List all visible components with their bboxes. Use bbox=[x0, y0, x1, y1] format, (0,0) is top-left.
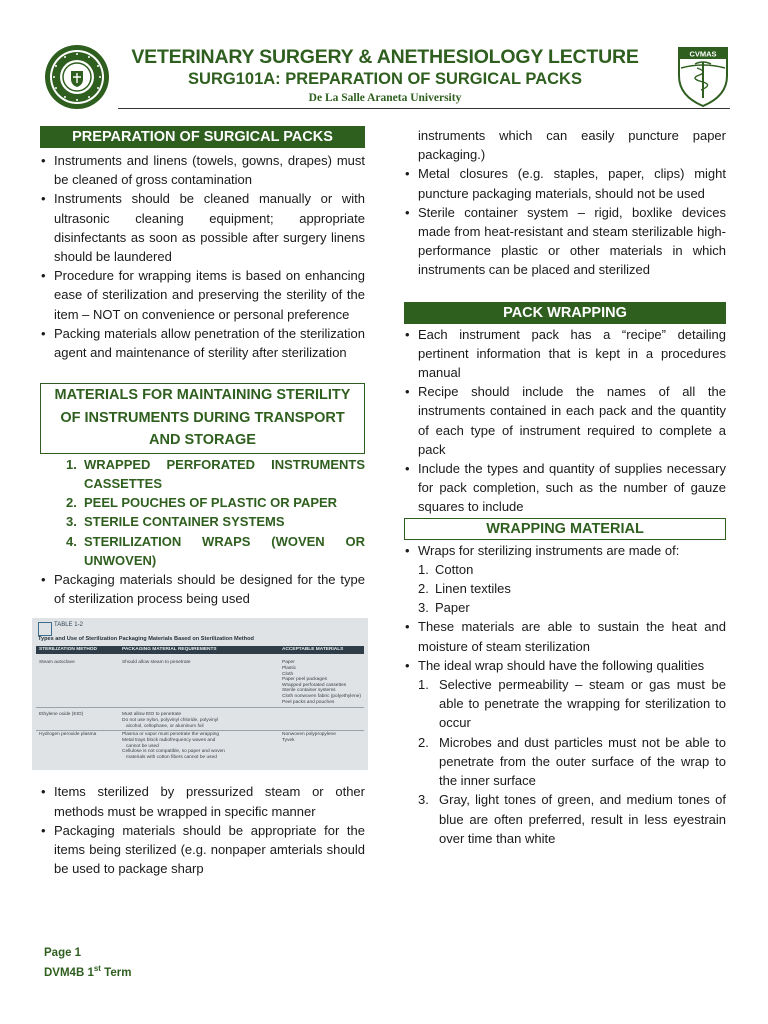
list-item bbox=[404, 579, 726, 598]
section-title-wrapping-material: WRAPPING MATERIAL bbox=[404, 518, 726, 540]
table-cell: Paper Plastic Cloth Paper peel packages Wrapped perforated cassettes Sterile container systems Cloth nonwoven fabric (polyethylene) Peel packs and pouches bbox=[282, 660, 361, 705]
cvmas-shield-icon bbox=[677, 46, 729, 108]
term-suffix: Term bbox=[100, 966, 132, 979]
item-number: 3. bbox=[418, 792, 429, 808]
list-item: • Instruments and linens (towels, gowns, drapes) must be cleaned of gross contamination bbox=[40, 151, 365, 189]
preparation-bullet-list bbox=[40, 151, 365, 362]
wrap-materials-list bbox=[404, 560, 726, 618]
wrap-material-bullet bbox=[404, 541, 726, 560]
table-cell: Should allow steam to penetrate bbox=[122, 660, 191, 666]
item-text: WRAPPED PERFORATED INSTRUMENTS CASSETTES bbox=[84, 456, 365, 491]
list-item bbox=[40, 532, 365, 570]
item-text: STERILE CONTAINER SYSTEMS bbox=[84, 514, 285, 530]
lecture-title: VETERINARY SURGERY & ANETHESIOLOGY LECTURE bbox=[131, 46, 639, 68]
list-item: • Wraps for sterilizing instruments are made of: bbox=[404, 541, 726, 560]
sterilization-packaging-table bbox=[32, 618, 368, 770]
list-item bbox=[404, 560, 726, 579]
page-footer bbox=[44, 946, 131, 981]
wrap-qualities-list bbox=[404, 675, 726, 848]
lecture-subtitle: SURG101A: PREPARATION OF SURGICAL PACKS bbox=[188, 70, 582, 88]
item-text: PEEL POUCHES OF PLASTIC OR PAPER bbox=[84, 495, 338, 511]
item-number: 1. bbox=[66, 456, 77, 472]
table-grid-icon bbox=[38, 622, 52, 636]
item-number: 3. bbox=[418, 600, 429, 616]
wrap-properties-bullets bbox=[404, 617, 726, 675]
item-text: Linen textiles bbox=[435, 581, 511, 597]
item-number: 2. bbox=[66, 495, 77, 511]
table-cell: Hydrogen peroxide plasma bbox=[39, 732, 97, 738]
section-title-materials: MATERIALS FOR MAINTAINING STERILITY OF INSTRUMENTS DURING TRANSPORT AND STORAGE bbox=[40, 383, 365, 454]
item-text: Gray, light tones of green, and medium tones of blue are often preferred, result in less eyestrain over time than white bbox=[439, 792, 726, 846]
table-header-cell: PACKAGING MATERIAL REQUIREMENTS bbox=[122, 647, 217, 653]
table-cell: Plasma or vapor must penetrate the wrapping Metal trays block radiofrequency waves and cannot be used Cellulose is not compatible, so paper and woven materials with cotton fibers cannot be used bbox=[122, 732, 225, 760]
list-item: • Items sterilized by pressurized steam or other methods must be wrapped in specific manner bbox=[40, 782, 365, 820]
wrapping-bullet-list bbox=[40, 782, 365, 878]
list-item: • These materials are able to sustain the heat and moisture of steam sterilization bbox=[404, 617, 726, 655]
table-cell: Must allow EtO to penetrate Do not use nylon, polyvinyl chloride, polyvinyl alcohol, cellophane, or aluminum foil bbox=[122, 712, 219, 729]
list-item: • Sterile container system – rigid, boxlike devices made from heat-resistant and steam sterilizable high-performance plastic or other materials in which instruments can be placed and sterilized bbox=[404, 203, 726, 280]
term-superscript: st bbox=[93, 964, 101, 973]
page-number: Page 1 bbox=[44, 947, 82, 959]
table-header-cell: ACCEPTABLE MATERIALS bbox=[282, 647, 344, 653]
right-column bbox=[404, 126, 726, 848]
section-title-pack-wrapping: PACK WRAPPING bbox=[404, 302, 726, 324]
list-item: • Procedure for wrapping items is based on enhancing ease of sterilization and preserving the sterility of the item – NOT on convenience or personal preference bbox=[40, 266, 365, 324]
table-cell: Nonwoven polypropylene Tyvek bbox=[282, 732, 336, 743]
list-item bbox=[404, 790, 726, 848]
list-item: • Include the types and quantity of supplies necessary for pack completion, such as the number of gauze squares to include bbox=[404, 459, 726, 517]
list-item: • Packaging materials should be appropriate for the items being sterilized (e.g. nonpaper amterials should be used to package sharp bbox=[40, 821, 365, 879]
item-number: 2. bbox=[418, 734, 429, 750]
item-text: Microbes and dust particles must not be able to penetrate from the outer surface of the wrap to the inner surface bbox=[439, 734, 726, 789]
list-item bbox=[404, 675, 726, 733]
table-cell: Steam autoclave bbox=[39, 660, 75, 666]
section-title-preparation: PREPARATION OF SURGICAL PACKS bbox=[40, 126, 365, 148]
list-item: • The ideal wrap should have the following qualities bbox=[404, 656, 726, 675]
table-cell: Ethylene oxide (EtO) bbox=[39, 712, 84, 718]
item-number: 2. bbox=[418, 581, 429, 597]
list-item bbox=[40, 493, 365, 512]
list-item: • Metal closures (e.g. staples, paper, clips) might puncture packaging materials, should not be used bbox=[404, 164, 726, 202]
list-item bbox=[404, 598, 726, 617]
term-label bbox=[44, 961, 131, 981]
shield-label: CVMAS bbox=[689, 49, 717, 59]
table-label: TABLE 1-2 bbox=[54, 622, 83, 629]
university-seal-icon bbox=[44, 44, 110, 110]
materials-numbered-list bbox=[40, 455, 365, 570]
list-item: • Recipe should include the names of all the instruments contained in each pack and the quantity of each type of instrument required to complete a pack bbox=[404, 382, 726, 459]
item-number: 1. bbox=[418, 677, 429, 693]
table-header-row bbox=[36, 646, 364, 654]
table-header-cell: STERILIZATION METHOD bbox=[39, 647, 98, 653]
item-text: STERILIZATION WRAPS (WOVEN OR UNWOVEN) bbox=[84, 533, 365, 568]
left-column bbox=[40, 126, 365, 878]
item-text: Paper bbox=[435, 600, 470, 616]
list-item bbox=[404, 733, 726, 791]
term-text: DVM4B 1 bbox=[44, 966, 94, 979]
closure-bullet-list bbox=[404, 164, 726, 279]
list-item: • Packaging materials should be designed for the type of sterilization process being used bbox=[40, 570, 365, 608]
list-item bbox=[40, 512, 365, 531]
university-name: De La Salle Araneta University bbox=[308, 92, 462, 104]
item-text: Cotton bbox=[435, 561, 474, 577]
table-row-divider bbox=[36, 707, 364, 708]
packaging-bullet bbox=[40, 570, 365, 608]
table-caption: Types and Use of Sterilization Packaging Materials Based on Sterilization Method bbox=[38, 636, 254, 643]
list-item bbox=[40, 455, 365, 493]
page-header bbox=[0, 0, 768, 112]
item-number: 3. bbox=[66, 514, 77, 530]
continued-text: instruments which can easily puncture paper packaging.) bbox=[418, 128, 726, 163]
item-number: 1. bbox=[418, 561, 429, 577]
list-item: • Instruments should be cleaned manually or with ultrasonic cleaning equipment; appropriate disinfectants as soon as possible after surgery linens should be laundered bbox=[40, 189, 365, 266]
item-text: Selective permeability – steam or gas must be able to penetrate the wrapping for sterilization to occur bbox=[439, 677, 726, 731]
header-rule bbox=[118, 108, 730, 109]
pack-wrapping-bullet-list bbox=[404, 325, 726, 517]
item-number: 4. bbox=[66, 533, 77, 549]
list-item: • Packing materials allow penetration of the sterilization agent and maintenance of sterility after sterilization bbox=[40, 324, 365, 362]
list-item: • Each instrument pack has a “recipe” detailing pertinent information that is kept in a procedures manual bbox=[404, 325, 726, 383]
